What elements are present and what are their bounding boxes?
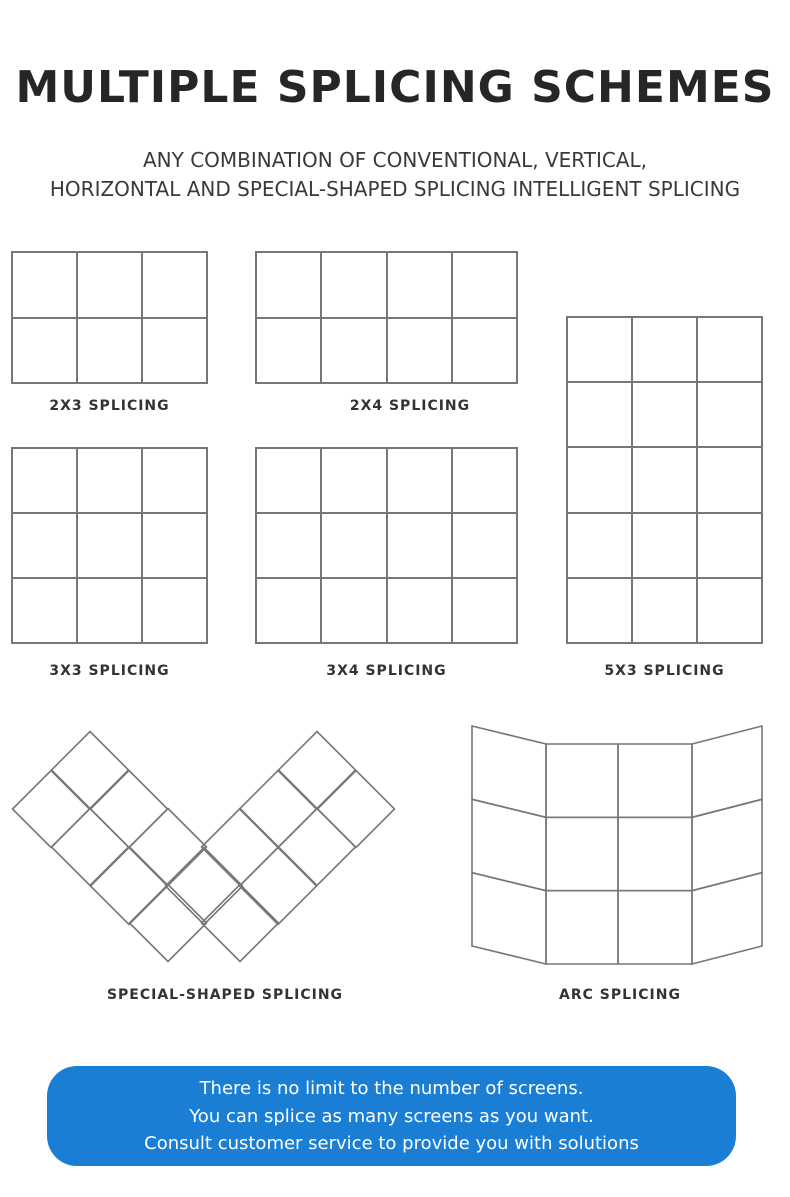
grid-cell (568, 383, 633, 448)
grid-cell (13, 319, 78, 385)
grid-cell (257, 253, 322, 319)
grid-cell (453, 579, 518, 644)
label-special-shaped: SPECIAL-SHAPED SPLICING (106, 987, 344, 1003)
grid-cell (453, 514, 518, 579)
arc-tile (472, 799, 546, 890)
label-2x3: 2X3 SPLICING (49, 398, 170, 414)
special-tile (240, 771, 317, 848)
grid-cell (257, 514, 322, 579)
arc-diagram (466, 720, 766, 970)
grid-2x3 (11, 251, 208, 384)
grid-cell (143, 449, 208, 514)
grid-2x4 (255, 251, 518, 384)
grid-cell (257, 449, 322, 514)
grid-cell (257, 579, 322, 644)
grid-cell (453, 449, 518, 514)
grid-5x3 (566, 316, 763, 644)
grid-cell (698, 318, 763, 383)
grid-cell (633, 448, 698, 513)
label-arc: ARC SPLICING (559, 987, 681, 1003)
grid-cell (568, 579, 633, 644)
label-5x3: 5X3 SPLICING (604, 663, 725, 679)
grid-cell (78, 514, 143, 579)
arc-tile (546, 891, 618, 964)
subtitle-line-2: HORIZONTAL AND SPECIAL-SHAPED SPLICING INTELLIGENT SPLICING (49, 177, 741, 201)
arc-tile (546, 744, 618, 817)
grid-3x4 (255, 447, 518, 644)
grid-cell (388, 579, 453, 644)
grid-cell (143, 319, 208, 385)
grid-cell (633, 318, 698, 383)
special-tile (240, 848, 317, 925)
grid-cell (322, 253, 387, 319)
arc-tile (472, 726, 546, 817)
grid-cell (78, 449, 143, 514)
grid-cell (78, 253, 143, 319)
grid-cell (322, 514, 387, 579)
banner-line-2: You can splice as many screens as you want. (189, 1105, 594, 1127)
grid-cell (13, 449, 78, 514)
banner-line-1: There is no limit to the number of screens. (199, 1078, 584, 1099)
special-shaped-diagram (0, 725, 400, 965)
label-2x4: 2X4 SPLICING (349, 398, 471, 414)
special-tile (279, 732, 356, 809)
grid-cell (698, 579, 763, 644)
special-tile (91, 771, 168, 848)
arc-tile (618, 817, 692, 890)
special-tile (279, 809, 356, 886)
grid-cell (633, 579, 698, 644)
special-tile (130, 809, 207, 886)
special-tile (130, 885, 207, 962)
grid-cell (453, 253, 518, 319)
grid-cell (322, 579, 387, 644)
grid-3x3 (11, 447, 208, 644)
grid-cell (633, 383, 698, 448)
special-tile (318, 771, 395, 848)
grid-cell (568, 514, 633, 579)
grid-cell (633, 514, 698, 579)
banner-line-3: Consult customer service to provide you with solutions (144, 1133, 639, 1154)
grid-cell (13, 514, 78, 579)
grid-cell (143, 579, 208, 644)
grid-cell (453, 319, 518, 385)
special-tile (166, 848, 243, 925)
page-title: MULTIPLE SPLICING SCHEMES (15, 62, 775, 113)
grid-cell (322, 449, 387, 514)
grid-cell (698, 383, 763, 448)
arc-tile (692, 873, 762, 964)
grid-cell (388, 319, 453, 385)
label-3x4: 3X4 SPLICING (326, 663, 447, 679)
grid-cell (13, 253, 78, 319)
grid-cell (13, 579, 78, 644)
info-banner (47, 1066, 736, 1166)
special-tile (91, 848, 168, 925)
label-3x3: 3X3 SPLICING (49, 663, 170, 679)
arc-tile (692, 799, 762, 890)
special-tile (13, 771, 90, 848)
arc-tile (618, 744, 692, 817)
grid-cell (388, 514, 453, 579)
grid-cell (388, 253, 453, 319)
subtitle-line-1: ANY COMBINATION OF CONVENTIONAL, VERTICAL, (143, 148, 647, 172)
grid-cell (143, 253, 208, 319)
special-tile (202, 809, 279, 886)
grid-cell (568, 448, 633, 513)
special-tile (52, 732, 129, 809)
grid-cell (322, 319, 387, 385)
grid-cell (568, 318, 633, 383)
arc-tile (618, 891, 692, 964)
special-tile (202, 885, 279, 962)
page-subtitle (0, 146, 790, 204)
grid-cell (78, 579, 143, 644)
grid-cell (698, 514, 763, 579)
arc-tile (692, 726, 762, 817)
arc-tile (546, 817, 618, 890)
grid-cell (698, 448, 763, 513)
grid-cell (257, 319, 322, 385)
arc-tile (472, 873, 546, 964)
special-tile (52, 809, 129, 886)
grid-cell (143, 514, 208, 579)
grid-cell (78, 319, 143, 385)
grid-cell (388, 449, 453, 514)
